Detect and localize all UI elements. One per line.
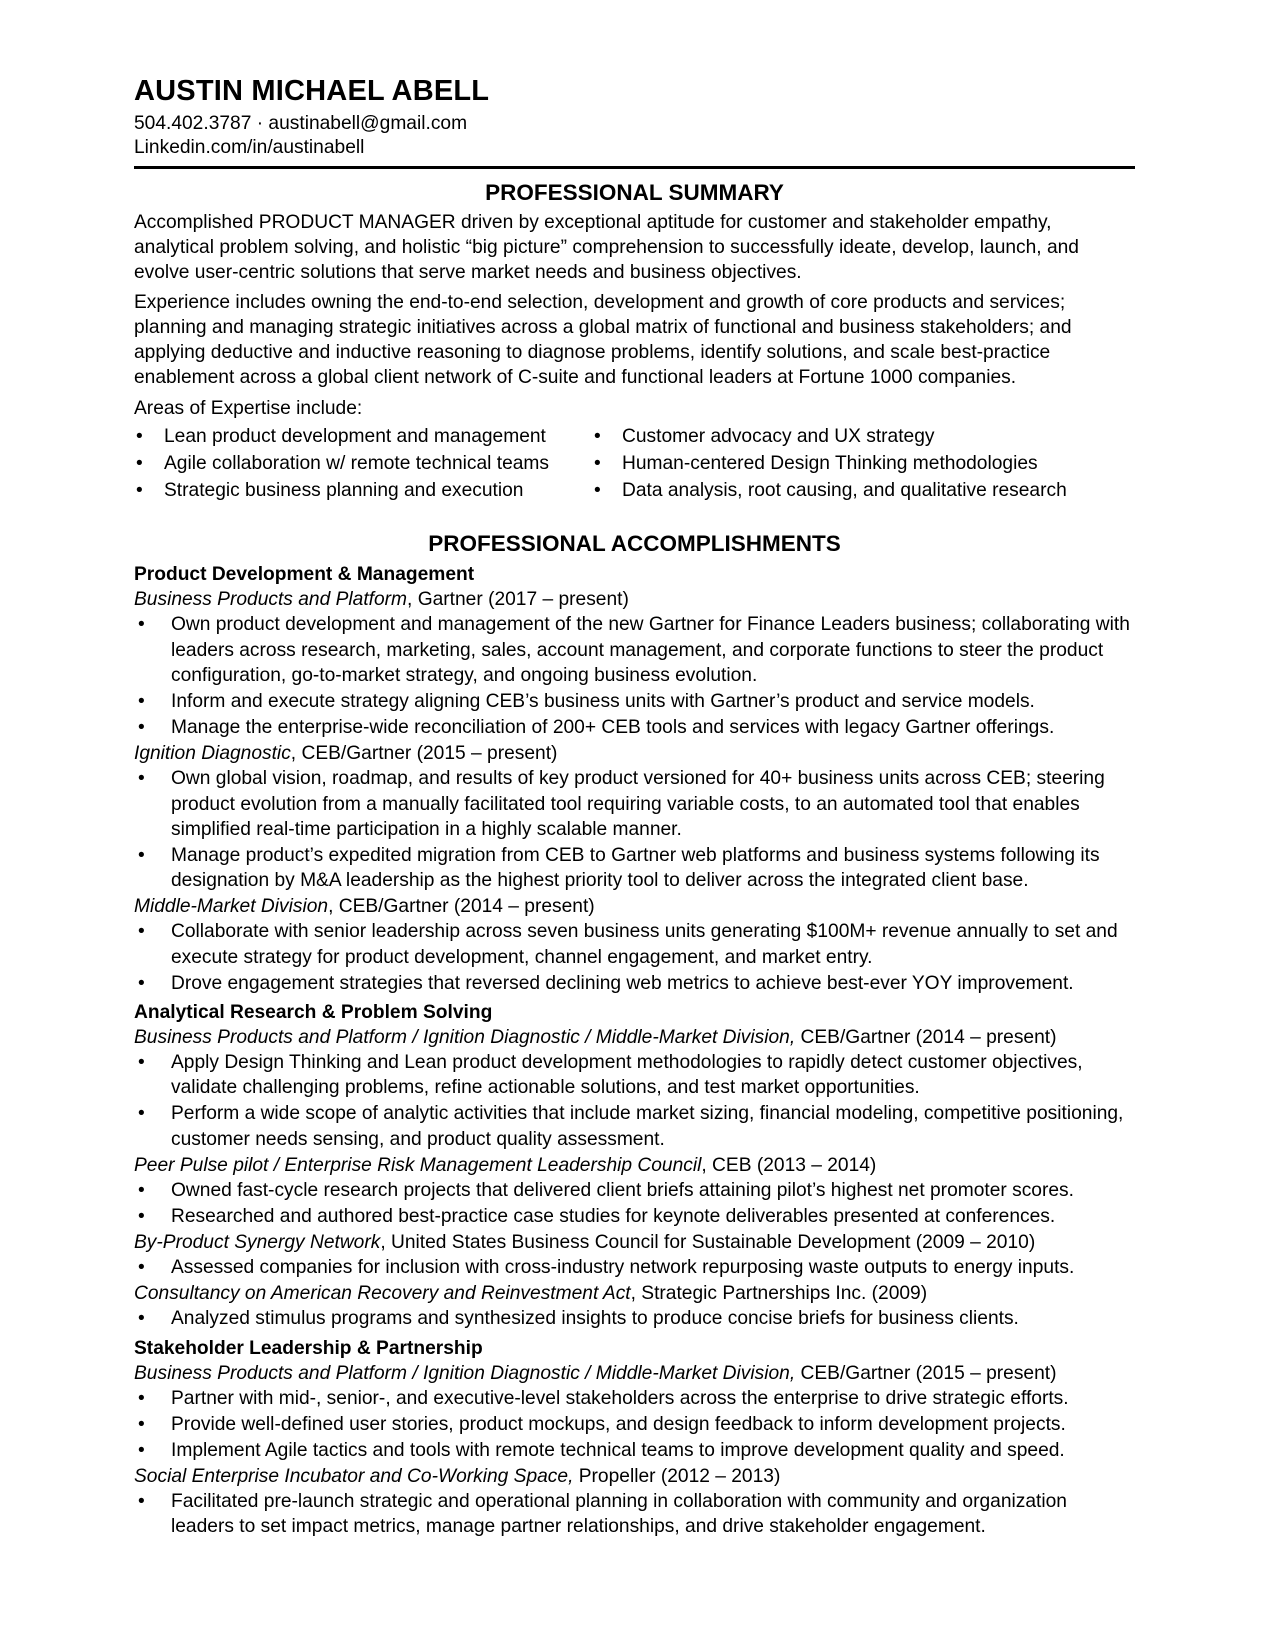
role-title: Business Products and Platform / Ignition Diagnostic / Middle-Market Division, [134, 1362, 796, 1384]
bullet-list [134, 766, 1135, 893]
bullet-item: • Perform a wide scope of analytic activities that include market sizing, financial modeling, competitive positioning, customer needs sensing, and product quality assessment. [134, 1101, 1135, 1151]
bullet-list [134, 1178, 1135, 1229]
role-line [134, 1361, 1135, 1386]
expertise-item: • Human-centered Design Thinking methodologies [592, 450, 1067, 477]
role-title: Social Enterprise Incubator and Co-Working Space, [134, 1466, 574, 1488]
bullet-item: • Assessed companies for inclusion with cross-industry network repurposing waste outputs to energy inputs. [134, 1255, 1135, 1280]
bullet-item: • Implement Agile tactics and tools with remote technical teams to improve development quality and speed. [134, 1438, 1135, 1463]
role-line [134, 587, 1135, 612]
bullet-item: • Partner with mid-, senior-, and executive-level stakeholders across the enterprise to drive strategic efforts. [134, 1386, 1135, 1411]
phone-email: 504.402.3787 · austinabell@gmail.com [134, 113, 468, 134]
role-title: Business Products and Platform / Ignition Diagnostic / Middle-Market Division, [134, 1027, 796, 1049]
candidate-name: AUSTIN MICHAEL ABELL [134, 75, 490, 107]
role-org: , Strategic Partnerships Inc. (2009) [630, 1283, 928, 1305]
bullet-item: • Provide well-defined user stories, product mockups, and design feedback to inform development projects. [134, 1412, 1135, 1437]
bullet-item: • Researched and authored best-practice case studies for keynote deliverables presented at conferences. [134, 1204, 1135, 1229]
role-line [134, 1281, 1135, 1306]
bullet-list [134, 919, 1135, 996]
bullet-item: • Manage product’s expedited migration from CEB to Gartner web platforms and business systems following its designation by M&A leadership as the highest priority tool to deliver across the integrated client base. [134, 843, 1135, 893]
role-org: , United States Business Council for Sustainable Development (2009 – 2010) [380, 1232, 1036, 1254]
bullet-list [134, 1050, 1135, 1152]
bullet-item: • Owned fast-cycle research projects that delivered client briefs attaining pilot’s highest net promoter scores. [134, 1178, 1135, 1203]
accomplishments-heading: PROFESSIONAL ACCOMPLISHMENTS [428, 531, 841, 557]
bullet-item: • Own product development and management of the new Gartner for Finance Leaders business; collaborating with leaders across research, marketing, sales, account management, and corporate functions to steer the product configuration, go-to-market strategy, and ongoing business evolution. [134, 612, 1135, 688]
role-org: , Gartner (2017 – present) [407, 589, 629, 611]
experience-paragraph: Experience includes owning the end-to-end selection, development and growth of core products and services; planning and managing strategic initiatives across a global matrix of functional and business stakeholders; and applying deductive and inductive reasoning to diagnose problems, identify solutions, and scale best-practice enablement across a global client network of C-suite and functional leaders at Fortune 1000 companies. [134, 292, 1072, 388]
role-org: CEB/Gartner (2015 – present) [795, 1362, 1057, 1384]
bullet-list [134, 1386, 1135, 1464]
role-line [134, 1025, 1135, 1050]
bullet-list [134, 612, 1135, 740]
role-org: CEB/Gartner (2014 – present) [795, 1027, 1057, 1049]
role-title: Ignition Diagnostic [134, 743, 291, 765]
bullet-item: • Own global vision, roadmap, and results of key product versioned for 40+ business units across CEB; steering product evolution from a manually facilitated tool requiring variable costs, to an automated tool that enables simplified real-time participation in a highly scalable manner. [134, 766, 1135, 842]
bullet-item: • Analyzed stimulus programs and synthesized insights to produce concise briefs for business clients. [134, 1306, 1135, 1331]
summary-paragraph: Accomplished PRODUCT MANAGER driven by exceptional aptitude for customer and stakeholder empathy, analytical problem solving, and holistic “big picture” comprehension to successfully ideate, develop, launch, and evolve user-centric solutions that serve market needs and business objectives. [134, 212, 1079, 283]
expertise-item: • Customer advocacy and UX strategy [592, 423, 1067, 450]
role-org: , CEB/Gartner (2014 – present) [328, 896, 595, 918]
role-line [134, 1230, 1135, 1255]
expertise-column-left [134, 423, 592, 504]
bullet-list [134, 1489, 1135, 1539]
header-divider [134, 166, 1135, 169]
category-heading: Analytical Research & Problem Solving [134, 1002, 493, 1024]
category-heading: Stakeholder Leadership & Partnership [134, 1337, 483, 1359]
expertise-list [134, 423, 1135, 504]
summary-heading: PROFESSIONAL SUMMARY [485, 180, 784, 205]
expertise-label: Areas of Expertise include: [134, 397, 363, 419]
role-org: Propeller (2012 – 2013) [573, 1466, 781, 1488]
role-line [134, 1153, 1135, 1178]
role-title: Middle-Market Division [134, 896, 329, 918]
role-org: , CEB (2013 – 2014) [701, 1154, 877, 1176]
role-title: Business Products and Platform [134, 589, 408, 611]
category-heading: Product Development & Management [134, 564, 475, 586]
linkedin-url: Linkedin.com/in/austinabell [134, 137, 365, 158]
role-line [134, 1464, 1135, 1489]
expertise-item: • Agile collaboration w/ remote technical teams [134, 450, 592, 477]
role-title: Consultancy on American Recovery and Reinvestment Act [134, 1283, 631, 1305]
role-line [134, 894, 1135, 919]
expertise-item: • Strategic business planning and execution [134, 477, 592, 504]
bullet-item: • Collaborate with senior leadership across seven business units generating $100M+ revenue annually to set and execute strategy for product development, channel engagement, and market entry. [134, 919, 1135, 969]
role-org: , CEB/Gartner (2015 – present) [290, 743, 558, 765]
role-title: Peer Pulse pilot / Enterprise Risk Management Leadership Council [134, 1154, 702, 1176]
bullet-item: • Inform and execute strategy aligning CEB’s business units with Gartner’s product and service models. [134, 689, 1135, 714]
role-line [134, 741, 1135, 766]
expertise-column-right [592, 423, 1067, 504]
bullet-list [134, 1306, 1135, 1331]
bullet-item: • Facilitated pre-launch strategic and operational planning in collaboration with community and organization leaders to set impact metrics, manage partner relationships, and drive stakeholder engagement. [134, 1489, 1135, 1539]
expertise-item: • Data analysis, root causing, and qualitative research [592, 477, 1067, 504]
bullet-item: • Apply Design Thinking and Lean product development methodologies to rapidly detect customer objectives, validate challenging problems, refine actionable solutions, and test market opportunities. [134, 1050, 1135, 1100]
expertise-item: • Lean product development and management [134, 423, 592, 450]
role-title: By-Product Synergy Network [134, 1232, 381, 1254]
bullet-list [134, 1255, 1135, 1280]
bullet-item: • Manage the enterprise-wide reconciliation of 200+ CEB tools and services with legacy Gartner offerings. [134, 715, 1135, 740]
bullet-item: • Drove engagement strategies that reversed declining web metrics to achieve best-ever YOY improvement. [134, 971, 1135, 996]
